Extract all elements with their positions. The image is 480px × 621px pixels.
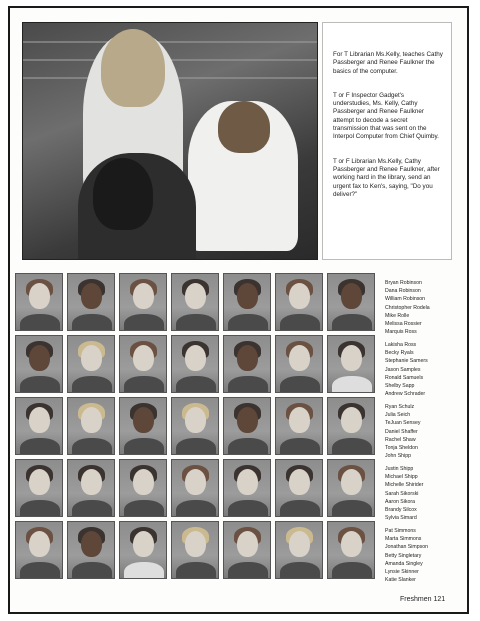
portrait-row [15, 397, 379, 455]
portrait-body [124, 438, 164, 455]
student-name: Julia Seich [385, 412, 411, 419]
portrait-head [133, 345, 154, 371]
portrait-body [124, 562, 164, 579]
student-name: Marta Simmons [385, 536, 422, 543]
student-name: Becky Ryals [385, 350, 414, 357]
portrait-head [29, 283, 50, 309]
student-portrait [223, 459, 271, 517]
portrait-body [280, 376, 320, 393]
student-portrait [15, 397, 63, 455]
portrait-body [20, 376, 60, 393]
portrait-head [341, 407, 362, 433]
portrait-head [29, 531, 50, 557]
portrait-head [133, 407, 154, 433]
photo-shelf [23, 41, 318, 43]
student-name: Melissa Rossier [385, 321, 422, 328]
student-portrait [171, 273, 219, 331]
student-portrait [119, 335, 167, 393]
student-name: Pat Simmons [385, 528, 416, 534]
student-name: Katie Slanker [385, 577, 416, 584]
portrait-body [228, 500, 268, 517]
page-number: 121 [433, 596, 446, 603]
student-name: TeJuan Sensey [385, 420, 421, 427]
portrait-body [332, 500, 372, 517]
student-name: Shelby Sapp [385, 383, 415, 390]
portrait-body [228, 376, 268, 393]
portrait-head [81, 469, 102, 495]
student-name: Aaron Sikora [385, 498, 415, 505]
portrait-head [237, 469, 258, 495]
student-name: Andrew Schrader [385, 391, 426, 398]
name-group [385, 403, 463, 460]
student-name: Rachel Shaw [385, 436, 416, 443]
library-photo [22, 22, 318, 260]
student-name: John Shipp [385, 453, 411, 460]
portrait-body [72, 376, 112, 393]
portrait-row [15, 273, 379, 331]
student-name: William Robinson [385, 296, 426, 303]
student-portrait [327, 521, 375, 579]
student-portrait [275, 459, 323, 517]
portrait-head [237, 531, 258, 557]
page-folio [400, 596, 445, 603]
portrait-head [133, 283, 154, 309]
portrait-head [237, 407, 258, 433]
portrait-head [185, 469, 206, 495]
section-label: Freshmen [400, 596, 432, 603]
portrait-grid [15, 273, 379, 583]
seated-student-hair [218, 101, 270, 153]
portrait-body [280, 500, 320, 517]
portrait-body [176, 314, 216, 331]
student-portrait [223, 273, 271, 331]
caption-box [322, 22, 452, 260]
student-portrait [275, 521, 323, 579]
student-name: Dana Robinson [385, 288, 421, 295]
portrait-body [72, 314, 112, 331]
student-portrait [275, 273, 323, 331]
student-name: Daniel Shaffer [385, 428, 418, 435]
portrait-head [341, 345, 362, 371]
name-group [385, 341, 463, 398]
student-portrait [67, 397, 115, 455]
librarian-hair [93, 158, 153, 230]
portrait-head [133, 531, 154, 557]
portrait-head [81, 531, 102, 557]
portrait-head [237, 345, 258, 371]
portrait-body [228, 314, 268, 331]
portrait-body [280, 314, 320, 331]
student-name: Justin Shipp [385, 466, 414, 472]
student-portrait [15, 459, 63, 517]
portrait-head [29, 469, 50, 495]
student-name: Amanda Singley [385, 560, 423, 567]
student-name: Sylvia Simard [385, 515, 417, 522]
portrait-body [228, 562, 268, 579]
student-name: Mike Rolle [385, 312, 410, 319]
student-name: Jonathan Simpson [385, 544, 428, 551]
portrait-head [81, 345, 102, 371]
portrait-body [332, 314, 372, 331]
caption-3: T or F Librarian Ms.Kelly, Cathy Passberger and Renee Faulkner, after working hard in the library, send an urgent fax to Ken's, saying, "Do you deliver?" [333, 157, 440, 198]
student-portrait [15, 273, 63, 331]
student-portrait [15, 335, 63, 393]
portrait-body [20, 314, 60, 331]
portrait-head [185, 283, 206, 309]
student-name: Stephanie Samers [385, 358, 428, 365]
portrait-head [185, 531, 206, 557]
student-name: Marquis Ross [385, 329, 417, 336]
portrait-head [289, 469, 310, 495]
portrait-row [15, 521, 379, 579]
student-name: Christopher Rodela [385, 304, 430, 311]
portrait-head [289, 531, 310, 557]
portrait-body [176, 376, 216, 393]
student-name: Lakisha Ross [385, 342, 417, 348]
student-portrait [171, 521, 219, 579]
portrait-row [15, 335, 379, 393]
portrait-body [176, 562, 216, 579]
name-list [385, 279, 463, 584]
portrait-body [280, 562, 320, 579]
student-portrait [327, 459, 375, 517]
portrait-body [332, 562, 372, 579]
portrait-body [20, 438, 60, 455]
student-portrait [15, 521, 63, 579]
student-name: Michelle Shirider [385, 482, 424, 489]
portrait-head [185, 407, 206, 433]
portrait-body [228, 438, 268, 455]
portrait-head [185, 345, 206, 371]
student-portrait [223, 397, 271, 455]
portrait-body [176, 500, 216, 517]
student-portrait [223, 335, 271, 393]
caption-1: For T Librarian Ms.Kelly, teaches Cathy Passberger and Renee Faulkner the basics of the computer. [333, 51, 443, 75]
portrait-head [341, 283, 362, 309]
name-group [385, 279, 463, 336]
student-name: Michael Shipp [385, 474, 418, 481]
portrait-head [289, 283, 310, 309]
student-portrait [223, 521, 271, 579]
student-portrait [275, 335, 323, 393]
portrait-body [20, 500, 60, 517]
student-name: Bryan Robinson [385, 280, 422, 286]
student-name: Brandy Silcox [385, 507, 417, 514]
portrait-head [81, 283, 102, 309]
portrait-head [289, 407, 310, 433]
student-name: Lynsie Skinner [385, 569, 419, 576]
student-name: Ryan Schulz [385, 404, 415, 410]
student-portrait [171, 397, 219, 455]
student-portrait [67, 459, 115, 517]
student-portrait [171, 335, 219, 393]
portrait-head [289, 345, 310, 371]
portrait-head [237, 283, 258, 309]
student-portrait [119, 521, 167, 579]
portrait-body [280, 438, 320, 455]
portrait-body [124, 314, 164, 331]
portrait-head [133, 469, 154, 495]
student-portrait [275, 397, 323, 455]
portrait-body [124, 376, 164, 393]
student-portrait [119, 459, 167, 517]
student-portrait [67, 273, 115, 331]
student-portrait [67, 335, 115, 393]
portrait-body [332, 376, 372, 393]
portrait-body [72, 500, 112, 517]
student-portrait [171, 459, 219, 517]
portrait-row [15, 459, 379, 517]
student-name: Tonja Sheldon [385, 445, 418, 452]
caption-2: T or F Inspector Gadget's understudies, Ms. Kelly, Cathy Passberger and Renee Faulkner attempt to decode a secret transmission that was sent on the Interpol Computer from Chief Quimby. [333, 91, 439, 141]
student-portrait [327, 335, 375, 393]
student-portrait [67, 521, 115, 579]
portrait-head [341, 531, 362, 557]
student-name: Sarah Sikorski [385, 490, 419, 497]
student-portrait [327, 273, 375, 331]
name-group [385, 527, 463, 584]
portrait-body [20, 562, 60, 579]
student-name: Betty Singletary [385, 552, 422, 559]
student-name: Ronald Samuels [385, 374, 424, 381]
portrait-head [29, 345, 50, 371]
portrait-head [341, 469, 362, 495]
portrait-body [72, 438, 112, 455]
portrait-body [124, 500, 164, 517]
student-name: Jason Samples [385, 366, 421, 373]
name-group [385, 465, 463, 522]
portrait-head [29, 407, 50, 433]
portrait-head [81, 407, 102, 433]
student-portrait [119, 397, 167, 455]
portrait-body [176, 438, 216, 455]
portrait-body [332, 438, 372, 455]
standing-student-hair [101, 29, 165, 107]
student-portrait [119, 273, 167, 331]
student-portrait [327, 397, 375, 455]
portrait-body [72, 562, 112, 579]
